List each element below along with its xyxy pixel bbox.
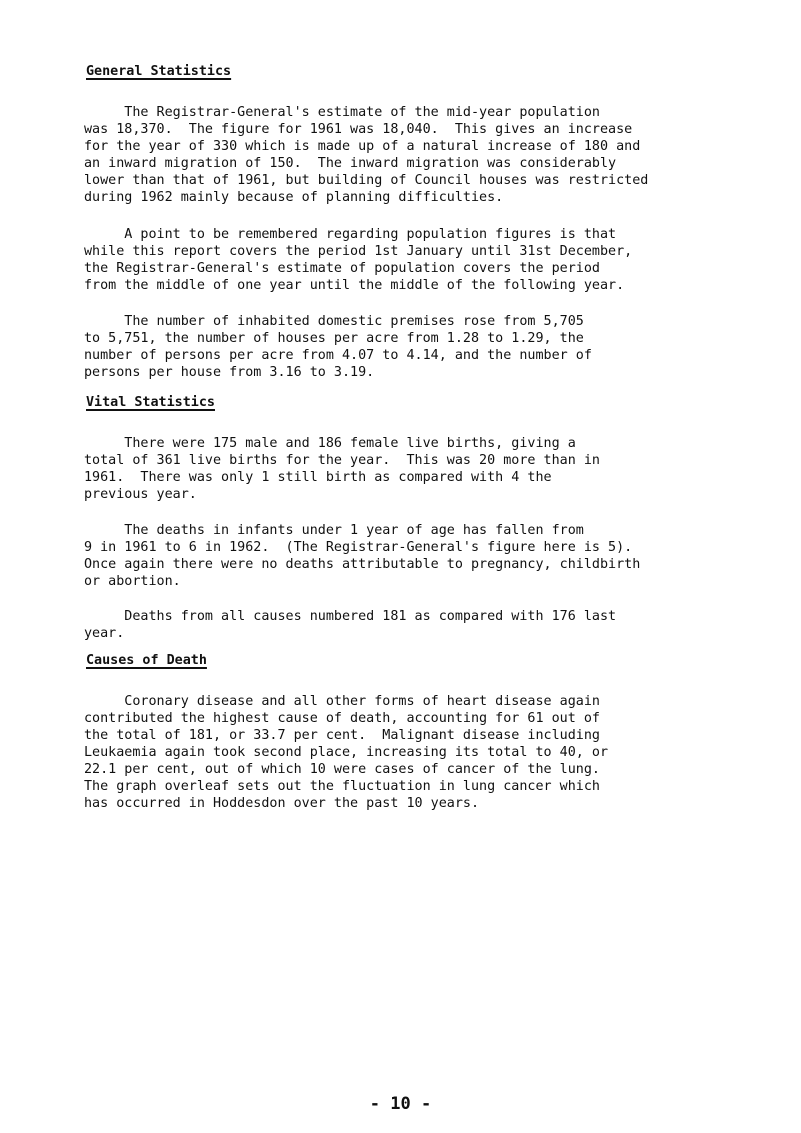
text-line: while this report covers the period 1st January until 31st December, — [84, 244, 633, 259]
paragraph-total-deaths — [84, 608, 784, 642]
text-line: the Registrar-General's estimate of population covers the period — [84, 261, 600, 276]
page-number: - 10 - — [369, 1094, 432, 1114]
text-line: The number of inhabited domestic premises rose from 5,705 — [84, 314, 584, 329]
paragraph-live-births — [84, 435, 784, 503]
text-line: total of 361 live births for the year. This was 20 more than in — [84, 453, 600, 468]
paragraph-population-estimate — [84, 104, 784, 206]
heading-general-statistics: General Statistics — [86, 64, 232, 79]
text-line: The Registrar-General's estimate of the mid-year population — [84, 105, 600, 120]
text-line: to 5,751, the number of houses per acre from 1.28 to 1.29, the — [84, 331, 584, 346]
paragraph-population-period — [84, 226, 784, 294]
text-line: has occurred in Hoddesdon over the past 10 years. — [84, 796, 480, 811]
text-line: was 18,370. The figure for 1961 was 18,040. This gives an increase — [84, 122, 633, 137]
text-line: number of persons per acre from 4.07 to 4.14, and the number of — [84, 348, 592, 363]
text-line: contributed the highest cause of death, accounting for 61 out of — [84, 711, 600, 726]
text-line: A point to be remembered regarding population figures is that — [84, 227, 617, 242]
text-line: 1961. There was only 1 still birth as compared with 4 the — [84, 470, 552, 485]
paragraph-domestic-premises — [84, 313, 784, 381]
text-line: persons per house from 3.16 to 3.19. — [84, 365, 375, 380]
text-line: previous year. — [84, 487, 197, 502]
text-line: lower than that of 1961, but building of Council houses was restricted — [84, 173, 649, 188]
text-line: Leukaemia again took second place, increasing its total to 40, or — [84, 745, 609, 760]
paragraph-causes-of-death — [84, 693, 784, 812]
text-line: There were 175 male and 186 female live births, giving a — [84, 436, 576, 451]
text-line: The graph overleaf sets out the fluctuation in lung cancer which — [84, 779, 600, 794]
heading-vital-statistics: Vital Statistics — [86, 395, 215, 410]
text-line: an inward migration of 150. The inward migration was considerably — [84, 156, 617, 171]
text-line: Coronary disease and all other forms of heart disease again — [84, 694, 600, 709]
heading-causes-of-death: Causes of Death — [86, 653, 207, 668]
text-line: year. — [84, 626, 125, 641]
text-line: or abortion. — [84, 574, 181, 589]
text-line: Once again there were no deaths attributable to pregnancy, childbirth — [84, 557, 641, 572]
text-line: for the year of 330 which is made up of a natural increase of 180 and — [84, 139, 641, 154]
text-line: 22.1 per cent, out of which 10 were cases of cancer of the lung. — [84, 762, 600, 777]
text-line: from the middle of one year until the middle of the following year. — [84, 278, 625, 293]
paragraph-infant-deaths — [84, 522, 784, 590]
text-line: The deaths in infants under 1 year of age has fallen from — [84, 523, 584, 538]
text-line: during 1962 mainly because of planning difficulties. — [84, 190, 504, 205]
text-line: Deaths from all causes numbered 181 as compared with 176 last — [84, 609, 617, 624]
text-line: 9 in 1961 to 6 in 1962. (The Registrar-General's figure here is 5). — [84, 540, 633, 555]
text-line: the total of 181, or 33.7 per cent. Malignant disease including — [84, 728, 600, 743]
